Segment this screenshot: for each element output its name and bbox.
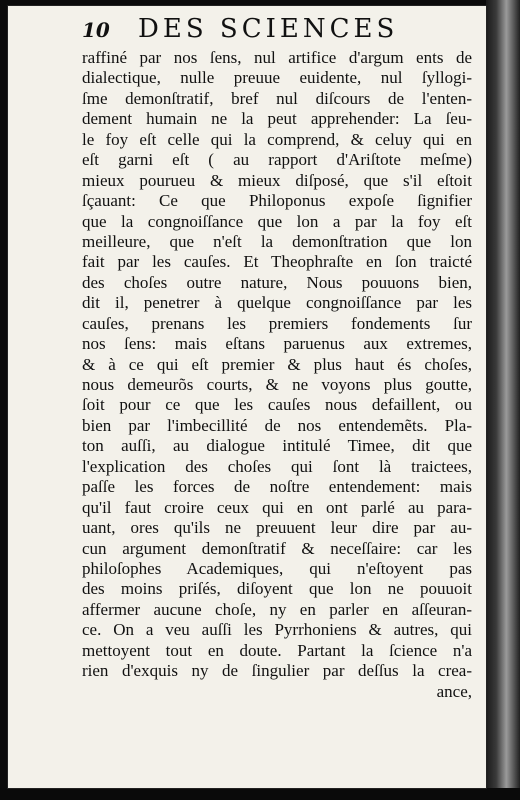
text-line: cauſes, prenans les premiers fondements ſur [82,313,472,333]
text-line: bien par l'imbecillité de nos entendemẽts. Pla- [82,415,472,435]
text-line: & à ce qui eſt premier & plus haut és choſes, [82,354,472,374]
text-line: le foy eſt celle qui la comprend, & celuy qui en [82,129,472,149]
text-line: ſme demonſtratif, bref nul diſcours de l'enten- [82,88,472,108]
text-line: des choſes outre nature, Nous pouuons bien, [82,272,472,292]
book-gutter-edge [486,0,520,800]
text-line: uant, ores qu'ils ne preuuent leur dire par au- [82,518,472,538]
text-line: l'explication des choſes qui ſont là traictees, [82,456,472,476]
text-line: nos ſens: mais eſtans paruenus aux extremes, [82,334,472,354]
text-line: ton auſſi, au dialogue intitulé Timee, dit que [82,436,472,456]
text-line: dialectique, nulle preuue euidente, nul ſyllogi- [82,68,472,88]
text-line: affermer aucune choſe, ny en parler en aſſeuran- [82,599,472,619]
text-line: des moins priſés, diſoyent que lon ne pouuoit [82,579,472,599]
text-line: que la congnoiſſance que lon a par la foy eſt [82,211,472,231]
page-header [82,14,482,46]
text-line: rien d'exquis ny de ſingulier par deſſus la crea- [82,661,472,681]
text-line: raffiné par nos ſens, nul artifice d'argum ents de [82,48,472,67]
text-line: qu'il faut croire ceux qui en ont parlé au para- [82,497,472,517]
text-line: dit il, penetrer à quelque congnoiſſance par les [82,293,472,313]
scan-bottom-edge [0,788,520,800]
text-line: cun argument demonſtratif & neceſſaire: car les [82,538,472,558]
text-line: nous demeurõs courts, & ne voyons plus goutte, [82,375,472,394]
text-line: meilleure, que n'eſt la demonſtration que lon [82,231,472,251]
text-line: ſçauant: Ce que Philoponus expoſe ſignifier [82,191,472,211]
page-number: 10 [82,18,110,42]
text-line: fait par les cauſes. Et Theophraſte en ſon traicté [82,252,472,272]
running-head: DES SCIENCES [138,14,399,44]
text-line: paſſe les forces de noſtre entendement: mais [82,477,472,497]
text-line: mettoyent tout en doute. Partant la ſcience n'a [82,640,472,660]
text-line: eſt garni eſt ( au rapport d'Ariſtote meſme) [82,150,472,170]
text-line: ce. On a veu auſſi les Pyrrhoniens & autres, qui [82,620,472,640]
body-text [82,48,472,702]
text-line: ſoit pour ce que les cauſes nous defaillent, ou [82,395,472,415]
text-line: dement humain ne la peut apprehender: La ſeu- [82,109,472,129]
catchword: ance, [436,681,472,701]
text-line: mieux pourueu & mieux diſposé, que s'il eſtoit [82,170,472,190]
text-line: philoſophes Academiques, qui n'eſtoyent pas [82,558,472,578]
